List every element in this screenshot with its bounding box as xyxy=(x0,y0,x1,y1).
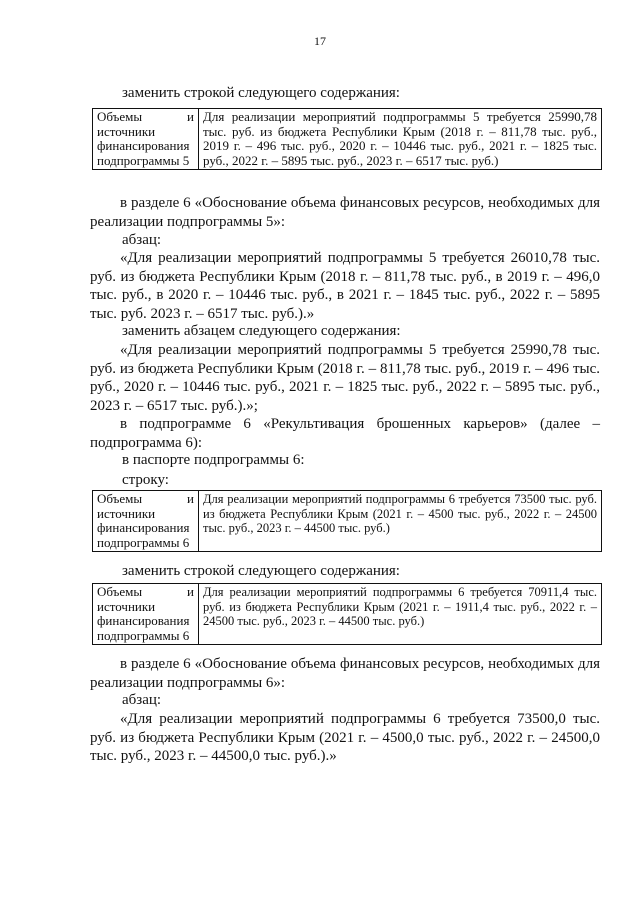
new-paragraph-subprogram-5: «Для реализации мероприятий подпрограммы 5 требуется 25990,78 тыс. руб. из бюджета Республики Крым (2018 г. – 811,78 тыс. руб., 2019 г. – 496 тыс. руб., 2020 г. – 10446 тыс. руб., 2021 г. – 1825 тыс. руб., 2022 г. – 5895 тыс. руб., 2023 г. – 6517 тыс. руб.).»; xyxy=(90,342,600,414)
table-label-cell xyxy=(93,584,199,645)
label-text: источники xyxy=(97,598,156,614)
passport-subprogram-6-label: в паспорте подпрограммы 6: xyxy=(122,452,305,468)
stroku-label: строку: xyxy=(122,472,169,488)
label-text: Объемы xyxy=(97,491,143,506)
label-text: финансирования xyxy=(97,520,190,535)
label-text: финансирования xyxy=(97,138,190,153)
table-value-cell: Для реализации мероприятий подпрограммы 6 требуется 73500 тыс. руб. из бюджета Республики Крым (2021 г. – 4500 тыс. руб., 2022 г. – 24500 тыс. руб., 2023 г. – 44500 тыс. руб.) xyxy=(199,491,602,552)
table-value-cell: Для реализации мероприятий подпрограммы 6 требуется 70911,4 тыс. руб. из бюджета Республики Крым (2021 г. – 1911,4 тыс. руб., 2022 г. – 24500 тыс. руб., 2023 г. – 44500 тыс. руб.) xyxy=(199,584,602,645)
label-text: источники xyxy=(97,123,156,139)
label-text: источники xyxy=(97,505,156,521)
label-text: и xyxy=(187,491,194,506)
subprogram-6-heading: в подпрограмме 6 «Рекультивация брошенных карьеров» (далее – подпрограмма 6): xyxy=(90,416,600,451)
old-paragraph-subprogram-6: «Для реализации мероприятий подпрограммы 6 требуется 73500,0 тыс. руб. из бюджета Республики Крым (2021 г. – 4500,0 тыс. руб., 2022 г. – 24500,0 тыс. руб., 2023 г. – 44500,0 тыс. руб.).» xyxy=(90,711,600,764)
replace-paragraph-instruction: заменить абзацем следующего содержания: xyxy=(122,323,401,339)
label-text: подпрограммы 5 xyxy=(97,152,190,168)
abzac-label-2: абзац: xyxy=(122,692,162,708)
label-text: Объемы xyxy=(97,109,143,124)
replace-line-instruction-1: заменить строкой следующего содержания: xyxy=(122,85,400,101)
table-value-cell: Для реализации мероприятий подпрограммы 5 требуется 25990,78 тыс. руб. из бюджета Республики Крым (2018 г. – 811,78 тыс. руб., 2019 г. – 496 тыс. руб., 2020 г. – 10446 тыс. руб., 2021 г. – 1825 тыс. руб., 2022 г. – 5895 тыс. руб., 2023 г. – 6517 тыс. руб.) xyxy=(199,109,602,170)
section-6-heading-subprogram-5: в разделе 6 «Обоснование объема финансовых ресурсов, необходимых для реализации подпрограммы 5»: xyxy=(90,195,600,230)
passport-table-subprogram-6-old xyxy=(92,490,602,552)
page-number: 17 xyxy=(314,34,326,48)
passport-table-subprogram-5-new xyxy=(92,108,602,170)
label-text: и xyxy=(187,109,194,124)
table-label-cell xyxy=(93,109,199,170)
label-text: Объемы xyxy=(97,584,143,599)
section-6-heading-subprogram-6: в разделе 6 «Обоснование объема финансовых ресурсов, необходимых для реализации подпрограммы 6»: xyxy=(90,656,600,691)
label-text: финансирования xyxy=(97,613,190,628)
table-label-cell xyxy=(93,491,199,552)
old-paragraph-subprogram-5: «Для реализации мероприятий подпрограммы 5 требуется 26010,78 тыс. руб. из бюджета Республики Крым (2018 г. – 811,78 тыс. руб., в 2019 г. – 496,0 тыс. руб., в 2020 г. – 10446 тыс. руб., в 2021 г. – 1845 тыс. руб., 2022 г. – 5895 тыс. руб. 2023 г. – 6517 тыс. руб.).» xyxy=(90,250,600,322)
passport-table-subprogram-6-new xyxy=(92,583,602,645)
label-text: и xyxy=(187,584,194,599)
label-text: подпрограммы 6 xyxy=(97,534,190,550)
replace-line-instruction-2: заменить строкой следующего содержания: xyxy=(122,563,400,579)
label-text: подпрограммы 6 xyxy=(97,627,190,643)
abzac-label: абзац: xyxy=(122,232,162,248)
